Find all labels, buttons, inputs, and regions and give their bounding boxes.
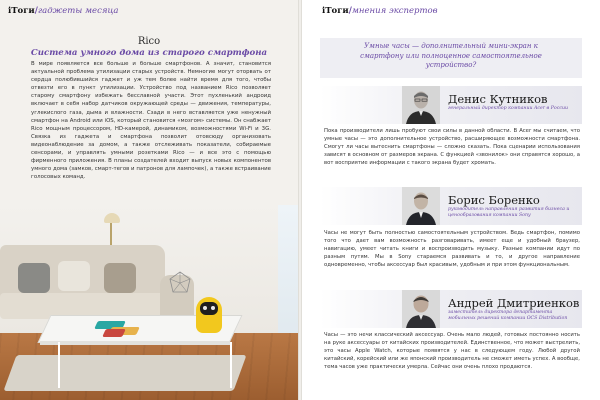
- expert-name: Денис Кутников: [448, 92, 548, 106]
- expert-photo: [402, 290, 440, 328]
- rico-robot: [196, 297, 222, 333]
- coffee-table-legs: [58, 342, 232, 388]
- article-title: Rico: [137, 36, 161, 47]
- right-page-header: [322, 6, 438, 16]
- floor-lamp-shade: [104, 213, 120, 223]
- red-tray: [102, 329, 126, 337]
- geometric-terrarium-icon: [168, 271, 192, 295]
- expert-title: генеральный директор компании Acer в России: [448, 106, 569, 111]
- header-separator: /: [34, 6, 38, 16]
- robot-face: [200, 302, 218, 315]
- article-body: В мире появляется все больше и больше смартфонов. А значит, становится актуальной проблема утилизации старых устройств. Немногие могут оторвать от сердца полюбившийся гаджет и уж тем более найти время для того, чтобы отвезти его в пункт утилизации. Устройство под названием Rico позволяет старому смартфону избежать бесславной участи. Этот пухленький андроид включает в себя набор датчиков окружающей среды — движения, температуры, углекислого газа, дыма и влажности. Сзади в него вставляется уже ненужный смартфон на Android или iOS, который становится «мозгом» системы. Он снабжает Rico мощным процессором, HD-камерой, динамиком, возможностями Wi-Fi и 3G. Связка из гаджета и смартфона позволит отовсюду организовать видеонаблюдение за домом, а также отслеживать показатели, собираемые сенсорами, и управлять умными розетками Rico — и все это с помощью фирменного приложения. В планы создателей входит выпуск новых компонентов умного дома (замков, смарт-тегов и патронов для лампочек), а также встраивание голосовых команд.: [31, 61, 271, 181]
- expert-quote: Часы не могут быть полностью самостоятельным устройством. Ведь смартфон, помимо того что дает вам возможность разговаривать, имеет еще и удобный браузер, навигацию, умеет читать книги и воспроизводить музыку. Разные компании идут по разным путям. Мы в Sony стараемся развивать и то, и другое направление одновременно, чтобы аксессуар был красивым, удобным и при этом функциональным.: [324, 230, 580, 268]
- portrait-icon: [402, 187, 440, 225]
- cushion: [18, 263, 50, 293]
- article-subtitle: Система умного дома из старого смартфона: [30, 48, 268, 58]
- expert-header: [320, 187, 582, 225]
- expert-quote: Пока производители лишь пробуют свои силы в данной области. В Acer мы считаем, что умные часы — это дополнительное устройство, расширяющее возможности смартфона. Смогут ли часы вытеснить смартфоны — сложно сказать. Пока сценарии использования зависят в основном от размеров экрана. С функцией «звонилок» они справятся хорошо, а вот восприятие информации с такого экрана будет хромать.: [324, 128, 580, 166]
- cushion: [104, 263, 136, 293]
- expert-header: [320, 86, 582, 124]
- left-page-header: [8, 6, 118, 16]
- portrait-icon: [402, 290, 440, 328]
- section-title: мнения экспертов: [351, 6, 438, 16]
- question-box: [320, 38, 582, 78]
- expert-title: заместитель директора департамента мобильных решений компании OCS Distribution: [448, 310, 568, 321]
- cushion: [58, 261, 90, 291]
- living-room-photo: [0, 205, 298, 400]
- expert-quote: Часы — это нечи классический аксессуар. Очень мало людей, готовых постоянно носить на руке аксессуары от китайских производителей. Единственное, что может выстрелить, это часы Apple Watch, которые появятся у нас в следующем году. Любой другой китайский, корейский или же японский производитель не сможет иметь успех. А вообще, тема часов уже практически умерла. Сейчас они очень плохо продаются.: [324, 332, 580, 370]
- expert-title: руководитель направления развития бизнеса и ценообразования компании Sony: [448, 207, 570, 218]
- expert-header: [320, 290, 582, 328]
- expert-photo: [402, 86, 440, 124]
- question-text: Умные часы — дополнительный мини-экран к смартфону или полноценное самостоятельное устройство?: [360, 42, 542, 69]
- right-page: [302, 0, 600, 400]
- robot-eye: [211, 306, 215, 310]
- robot-eye: [203, 306, 207, 310]
- expert-photo: [402, 187, 440, 225]
- header-separator: /: [348, 6, 352, 16]
- expert-name: Борис Боренко: [448, 193, 540, 207]
- expert-name: Андрей Дмитриенков: [448, 296, 580, 310]
- portrait-icon: [402, 86, 440, 124]
- brand-logo: iТоги: [322, 6, 349, 16]
- section-title: гаджеты месяца: [37, 6, 119, 16]
- left-page: [0, 0, 298, 400]
- brand-logo: iТоги: [8, 6, 35, 16]
